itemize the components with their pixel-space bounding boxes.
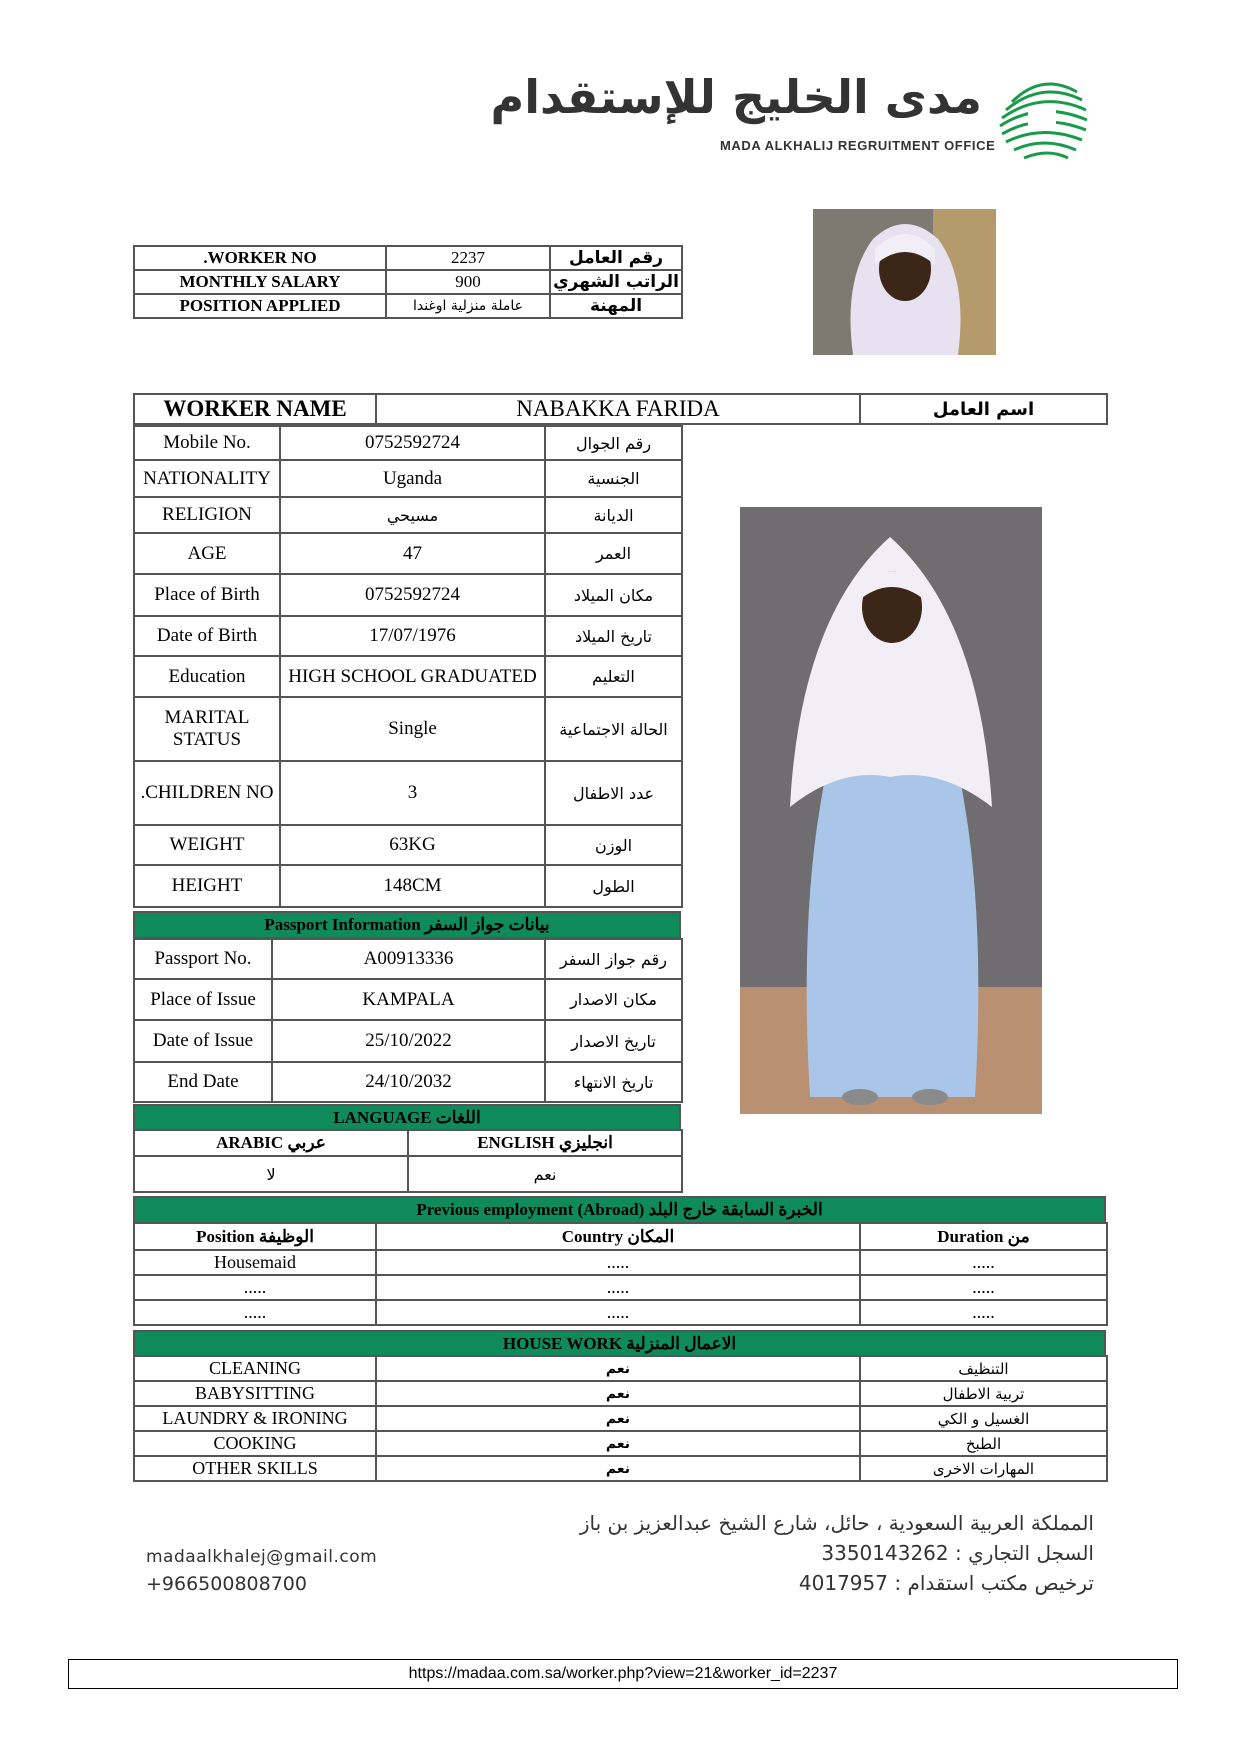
language-heading: LANGUAGE اللغات [134, 1105, 680, 1130]
babysitting-label-ar: تربية الاطفال [860, 1381, 1107, 1406]
position-label-ar: المهنة [550, 294, 682, 318]
cooking-value: نعم [376, 1431, 860, 1456]
height-value: 148CM [280, 865, 545, 907]
cleaning-value: نعم [376, 1356, 860, 1381]
detail-row [134, 761, 682, 825]
employment-duration: ..... [860, 1300, 1107, 1325]
mobile-label-ar: رقم الجوال [545, 426, 682, 460]
details-table [133, 425, 683, 908]
babysitting-value: نعم [376, 1381, 860, 1406]
education-value: HIGH SCHOOL GRADUATED [280, 656, 545, 697]
weight-value: 63KG [280, 825, 545, 865]
logo-emblem-icon [992, 72, 1092, 168]
language-heading-table [133, 1104, 681, 1131]
salary-value: 900 [386, 270, 550, 294]
employment-duration: ..... [860, 1275, 1107, 1300]
top-info-row [134, 270, 682, 294]
laundry-label: LAUNDRY & IRONING [134, 1406, 376, 1431]
nationality-label-ar: الجنسية [545, 460, 682, 497]
place-of-issue-label-ar: مكان الاصدار [545, 979, 682, 1020]
top-info-table [133, 245, 683, 319]
date-of-birth-value: 17/07/1976 [280, 616, 545, 656]
top-info-row [134, 246, 682, 270]
children-no-label: .CHILDREN NO [134, 761, 280, 825]
laundry-label-ar: الغسيل و الكي [860, 1406, 1107, 1431]
employment-country: ..... [376, 1250, 860, 1275]
passport-row [134, 939, 682, 979]
education-label-ar: التعليم [545, 656, 682, 697]
weight-label-ar: الوزن [545, 825, 682, 865]
salary-label: MONTHLY SALARY [134, 270, 386, 294]
footer-license-ar: ترخيص مكتب استقدام : 4017957 [798, 1571, 1094, 1595]
detail-row [134, 656, 682, 697]
place-of-issue-label: Place of Issue [134, 979, 272, 1020]
employment-heading-table [133, 1196, 1106, 1224]
housework-row [134, 1456, 1107, 1481]
footer-cr-ar: السجل التجاري : 3350143262 [821, 1541, 1094, 1565]
passport-no-value: A00913336 [272, 939, 545, 979]
housework-heading-table [133, 1330, 1106, 1357]
employment-table [133, 1222, 1108, 1326]
date-of-issue-value: 25/10/2022 [272, 1020, 545, 1062]
mobile-label: Mobile No. [134, 426, 280, 460]
other-skills-value: نعم [376, 1456, 860, 1481]
housework-table [133, 1355, 1108, 1482]
place-of-birth-label-ar: مكان الميلاد [545, 574, 682, 616]
passport-no-label-ar: رقم جواز السفر [545, 939, 682, 979]
marital-status-label-ar: الحالة الاجتماعية [545, 697, 682, 761]
housework-heading: HOUSE WORK الاعمال المنزلية [134, 1331, 1105, 1356]
age-label: AGE [134, 533, 280, 574]
date-of-issue-label-ar: تاريخ الاصدار [545, 1020, 682, 1062]
employment-position: ..... [134, 1300, 376, 1325]
employment-row [134, 1250, 1107, 1275]
detail-row [134, 426, 682, 460]
employment-position: Housemaid [134, 1250, 376, 1275]
page-url-bar [68, 1659, 1178, 1689]
employment-country: ..... [376, 1300, 860, 1325]
position-header: Position الوظيفة [134, 1223, 376, 1250]
detail-row [134, 574, 682, 616]
detail-row [134, 697, 682, 761]
children-no-label-ar: عدد الاطفال [545, 761, 682, 825]
footer-address-ar: المملكة العربية السعودية ، حائل، شارع الشيخ عبدالعزيز بن باز [579, 1511, 1094, 1535]
worker-name-label: WORKER NAME [134, 394, 376, 424]
employment-row [134, 1300, 1107, 1325]
english-language-label: ENGLISH انجليزي [408, 1130, 682, 1156]
place-of-birth-label: Place of Birth [134, 574, 280, 616]
duration-header: Duration من [860, 1223, 1107, 1250]
employment-heading: Previous employment (Abroad) الخبرة السابقة خارج البلد [134, 1197, 1105, 1223]
housework-row [134, 1381, 1107, 1406]
end-date-label-ar: تاريخ الانتهاء [545, 1062, 682, 1102]
top-info-row [134, 294, 682, 318]
employment-country: ..... [376, 1275, 860, 1300]
arabic-language-label: ARABIC عربي [134, 1130, 408, 1156]
detail-row [134, 616, 682, 656]
language-table [133, 1129, 683, 1193]
age-value: 47 [280, 533, 545, 574]
place-of-birth-value: 0752592724 [280, 574, 545, 616]
weight-label: WEIGHT [134, 825, 280, 865]
detail-row [134, 533, 682, 574]
full-body-illustration [740, 507, 1042, 1114]
housework-row [134, 1431, 1107, 1456]
education-label: Education [134, 656, 280, 697]
logo-arabic-text: مدى الخليج للإستقدام [490, 70, 982, 124]
passport-heading: Passport Information بيانات جواز السفر [134, 912, 680, 938]
worker-name-value: NABAKKA FARIDA [376, 394, 860, 424]
employment-position: ..... [134, 1275, 376, 1300]
other-skills-label-ar: المهارات الاخرى [860, 1456, 1107, 1481]
age-label-ar: العمر [545, 533, 682, 574]
date-of-birth-label-ar: تاريخ الميلاد [545, 616, 682, 656]
height-label-ar: الطول [545, 865, 682, 907]
detail-row [134, 865, 682, 907]
housework-row [134, 1406, 1107, 1431]
worker-full-photo [740, 507, 1042, 1114]
passport-heading-table [133, 911, 681, 939]
footer-email: madaalkhalej@gmail.com [146, 1547, 378, 1567]
detail-row [134, 497, 682, 533]
worker-no-value: 2237 [386, 246, 550, 270]
date-of-birth-label: Date of Birth [134, 616, 280, 656]
nationality-label: NATIONALITY [134, 460, 280, 497]
worker-no-label-ar: رقم العامل [550, 246, 682, 270]
religion-value: مسيحي [280, 497, 545, 533]
employment-duration: ..... [860, 1250, 1107, 1275]
portrait-illustration [813, 209, 996, 355]
footer-phone: +966500808700 [146, 1573, 307, 1595]
marital-status-label: MARITAL STATUS [134, 697, 280, 761]
salary-label-ar: الراتب الشهري [550, 270, 682, 294]
page-url[interactable]: https://madaa.com.sa/worker.php?view=21&worker_id=2237 [408, 1665, 838, 1682]
mobile-value: 0752592724 [280, 426, 545, 460]
cleaning-label: CLEANING [134, 1356, 376, 1381]
worker-name-label-ar: اسم العامل [860, 394, 1107, 424]
passport-row [134, 1020, 682, 1062]
arabic-language-value: لا [134, 1156, 408, 1192]
end-date-value: 24/10/2032 [272, 1062, 545, 1102]
marital-status-value: Single [280, 697, 545, 761]
passport-no-label: Passport No. [134, 939, 272, 979]
employment-row [134, 1275, 1107, 1300]
detail-row [134, 825, 682, 865]
height-label: HEIGHT [134, 865, 280, 907]
passport-row [134, 1062, 682, 1102]
english-language-value: نعم [408, 1156, 682, 1192]
worker-no-label: .WORKER NO [134, 246, 386, 270]
other-skills-label: OTHER SKILLS [134, 1456, 376, 1481]
position-value: عاملة منزلية اوغندا [386, 294, 550, 318]
passport-row [134, 979, 682, 1020]
laundry-value: نعم [376, 1406, 860, 1431]
babysitting-label: BABYSITTING [134, 1381, 376, 1406]
place-of-issue-value: KAMPALA [272, 979, 545, 1020]
date-of-issue-label: Date of Issue [134, 1020, 272, 1062]
nationality-value: Uganda [280, 460, 545, 497]
worker-portrait-photo [813, 209, 996, 355]
religion-label: RELIGION [134, 497, 280, 533]
detail-row [134, 460, 682, 497]
cooking-label: COOKING [134, 1431, 376, 1456]
end-date-label: End Date [134, 1062, 272, 1102]
housework-row [134, 1356, 1107, 1381]
passport-table [133, 938, 683, 1103]
company-logo [490, 70, 1100, 170]
cooking-label-ar: الطبخ [860, 1431, 1107, 1456]
cleaning-label-ar: التنظيف [860, 1356, 1107, 1381]
position-label: POSITION APPLIED [134, 294, 386, 318]
worker-name-table [133, 393, 1108, 425]
logo-english-text: MADA ALKHALIJ REGRUITMENT OFFICE [720, 138, 996, 153]
religion-label-ar: الديانة [545, 497, 682, 533]
country-header: Country المكان [376, 1223, 860, 1250]
children-no-value: 3 [280, 761, 545, 825]
